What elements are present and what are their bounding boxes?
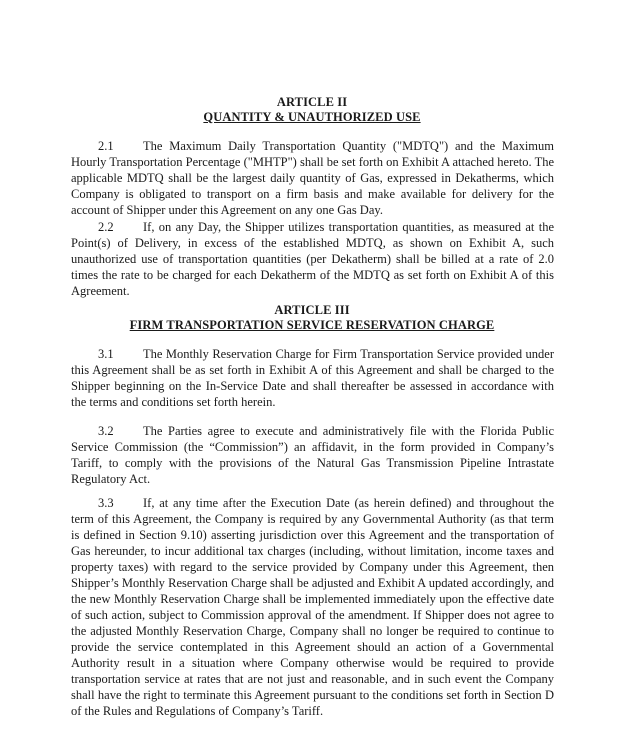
section-3-2-text: The Parties agree to execute and administratively file with the Florida Public Service Commission (the “Commission”) an affidavit, in the form provided in Company’s Tariff, to comply with the provisions of the Natural Gas Transmission Pipeline Intrastate Regulatory Act. [71,424,554,486]
section-3-3-number: 3.3 [98,496,114,510]
section-3-1-number: 3.1 [98,347,114,361]
section-3-2 [71,423,554,487]
article-2-subtitle: QUANTITY & UNAUTHORIZED USE [203,110,421,124]
section-2-1-text: The Maximum Daily Transportation Quantity ("MDTQ") and the Maximum Hourly Transportation Percentage ("MHTP") shall be set forth on Exhibit A attached hereto. The applicable MDTQ shall be the largest daily quantity of Gas, expressed in Dekatherms, which Company is obligated to transport on a firm basis and make available for delivery for the account of Shipper under this Agreement on any one Gas Day. [71,139,554,217]
section-2-1 [71,138,554,218]
article-3-heading [0,303,624,333]
section-3-3-text: If, at any time after the Execution Date (as herein defined) and throughout the term of this Agreement, the Company is required by any Governmental Authority (as that term is defined in Section 9.10) asserting jurisdiction over this Agreement and the transportation of Gas hereunder, to incur additional tax charges (including, without limitation, income taxes and property taxes) with regard to the service provided by Company under this Agreement, then Shipper’s Monthly Reservation Charge shall be adjusted and Exhibit A updated accordingly, and the new Monthly Reservation Charge shall be implemented immediately upon the effective date of such action, subject to Commission approval of the amendment. If Shipper does not agree to the adjusted Monthly Reservation Charge, Company shall no longer be required to continue to provide the service contemplated in this Agreement should an action of a Governmental Authority result in a situation where Company otherwise would be required to provide transportation service at rates that are not just and reasonable, and in such event the Company shall have the right to terminate this Agreement pursuant to the conditions set forth in Section D of the Rules and Regulations of Company’s Tariff. [71,496,554,718]
article-3-title: ARTICLE III [274,303,350,317]
article-2-title: ARTICLE II [276,95,348,109]
section-2-2-number: 2.2 [98,220,114,234]
section-3-1-text: The Monthly Reservation Charge for Firm Transportation Service provided under this Agreement shall be as set forth in Exhibit A of this Agreement and shall be charged to the Shipper beginning on the In-Service Date and shall thereafter be assessed in accordance with the terms and conditions set forth herein. [71,347,554,409]
section-2-1-number: 2.1 [98,139,114,153]
section-2-2 [71,219,554,299]
section-3-2-number: 3.2 [98,424,114,438]
article-2-heading [0,95,624,125]
section-3-1 [71,346,554,410]
section-2-2-text: If, on any Day, the Shipper utilizes transportation quantities, as measured at the Point(s) of Delivery, in excess of the established MDTQ, as shown on Exhibit A, such unauthorized use of transportation quantities (per Dekatherm) shall be billed at a rate of 2.0 times the rate to be charged for each Dekatherm of the MDTQ as set forth on Exhibit A of this Agreement. [71,220,554,298]
section-3-3 [71,495,554,719]
article-3-subtitle: FIRM TRANSPORTATION SERVICE RESERVATION CHARGE [129,318,495,332]
